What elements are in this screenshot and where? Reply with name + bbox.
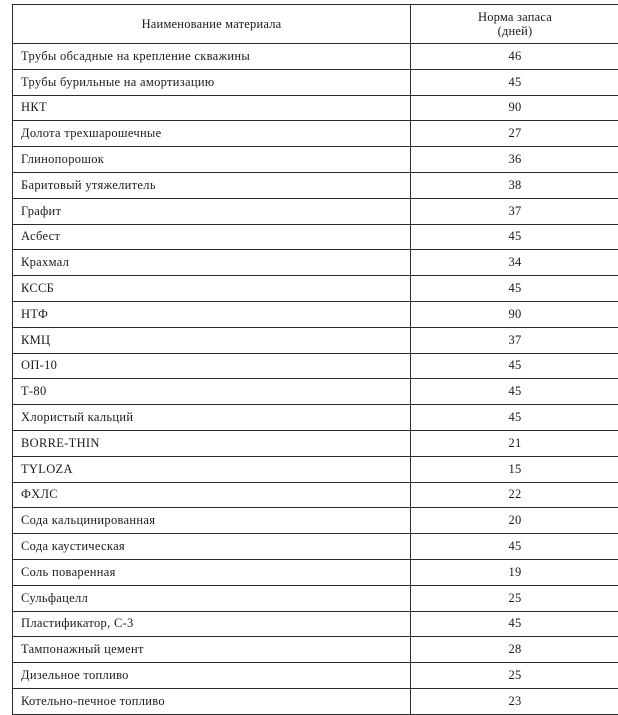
- stock-norm-cell: 90: [411, 301, 618, 327]
- column-header-stock-norm-line1: Норма запаса: [477, 10, 553, 24]
- material-name-cell: Крахмал: [13, 250, 411, 276]
- stock-norm-cell: 45: [411, 276, 618, 302]
- stock-norm-cell: 45: [411, 379, 618, 405]
- stock-norm-cell: 37: [411, 198, 618, 224]
- table-row: [13, 585, 618, 611]
- table-row: [13, 663, 618, 689]
- stock-norm-cell: 38: [411, 172, 618, 198]
- stock-norm-cell: 45: [411, 611, 618, 637]
- material-name-cell: Сульфацелл: [13, 585, 411, 611]
- table-row: [13, 379, 618, 405]
- stock-norm-cell: 45: [411, 534, 618, 560]
- stock-norm-cell: 23: [411, 688, 618, 714]
- table-row: [13, 147, 618, 173]
- material-name-cell: Хлористый кальций: [13, 405, 411, 431]
- material-name-cell: Асбест: [13, 224, 411, 250]
- material-name-cell: Трубы бурильные на амортизацию: [13, 69, 411, 95]
- stock-norm-cell: 19: [411, 559, 618, 585]
- material-name-cell: Соль поваренная: [13, 559, 411, 585]
- stock-norm-cell: 22: [411, 482, 618, 508]
- material-name-cell: КМЦ: [13, 327, 411, 353]
- column-header-stock-norm-line2: (дней): [497, 24, 533, 38]
- stock-norm-cell: 20: [411, 508, 618, 534]
- table-row: [13, 95, 618, 121]
- material-name-cell: Пластификатор, С-3: [13, 611, 411, 637]
- table-row: [13, 250, 618, 276]
- material-name-cell: Сода каустическая: [13, 534, 411, 560]
- material-name-cell: ФХЛС: [13, 482, 411, 508]
- stock-norm-cell: 36: [411, 147, 618, 173]
- material-name-cell: Тампонажный цемент: [13, 637, 411, 663]
- material-name-cell: НКТ: [13, 95, 411, 121]
- material-name-cell: НТФ: [13, 301, 411, 327]
- table-row: [13, 611, 618, 637]
- material-name-cell: Сода кальцинированная: [13, 508, 411, 534]
- material-name-cell: Т-80: [13, 379, 411, 405]
- stock-norm-cell: 25: [411, 585, 618, 611]
- stock-norm-cell: 45: [411, 405, 618, 431]
- table-row: [13, 405, 618, 431]
- table-row: [13, 276, 618, 302]
- stock-norm-cell: 21: [411, 430, 618, 456]
- table-row: [13, 172, 618, 198]
- material-name-cell: Дизельное топливо: [13, 663, 411, 689]
- table-row: [13, 482, 618, 508]
- table-row: [13, 637, 618, 663]
- table-row: [13, 559, 618, 585]
- material-name-cell: Баритовый утяжелитель: [13, 172, 411, 198]
- table-row: [13, 353, 618, 379]
- table-row: [13, 430, 618, 456]
- table-row: [13, 121, 618, 147]
- stock-norm-cell: 45: [411, 224, 618, 250]
- stock-norm-cell: 45: [411, 353, 618, 379]
- stock-norm-cell: 34: [411, 250, 618, 276]
- table-row: [13, 688, 618, 714]
- stock-norm-cell: 45: [411, 69, 618, 95]
- material-name-cell: КССБ: [13, 276, 411, 302]
- stock-norm-cell: 25: [411, 663, 618, 689]
- table-row: [13, 508, 618, 534]
- column-header-stock-norm: [411, 5, 618, 44]
- table-body: [13, 44, 618, 715]
- stock-norm-cell: 28: [411, 637, 618, 663]
- table-row: [13, 44, 618, 70]
- material-name-cell: ОП-10: [13, 353, 411, 379]
- stock-norm-cell: 27: [411, 121, 618, 147]
- table-row: [13, 456, 618, 482]
- material-name-cell: TYLOZA: [13, 456, 411, 482]
- table-row: [13, 224, 618, 250]
- material-name-cell: Долота трехшарошечные: [13, 121, 411, 147]
- stock-norm-cell: 37: [411, 327, 618, 353]
- column-header-material-name: Наименование материала: [13, 5, 411, 44]
- table-row: [13, 69, 618, 95]
- material-name-cell: Глинопорошок: [13, 147, 411, 173]
- stock-norm-cell: 15: [411, 456, 618, 482]
- materials-stock-norms-table: [12, 4, 618, 715]
- table-row: [13, 534, 618, 560]
- table-row: [13, 301, 618, 327]
- material-name-cell: Трубы обсадные на крепление скважины: [13, 44, 411, 70]
- stock-norm-cell: 90: [411, 95, 618, 121]
- material-name-cell: Графит: [13, 198, 411, 224]
- stock-norm-cell: 46: [411, 44, 618, 70]
- material-name-cell: Котельно-печное топливо: [13, 688, 411, 714]
- table-row: [13, 198, 618, 224]
- table-header-row: [13, 5, 618, 44]
- table-row: [13, 327, 618, 353]
- material-name-cell: BORRE-THIN: [13, 430, 411, 456]
